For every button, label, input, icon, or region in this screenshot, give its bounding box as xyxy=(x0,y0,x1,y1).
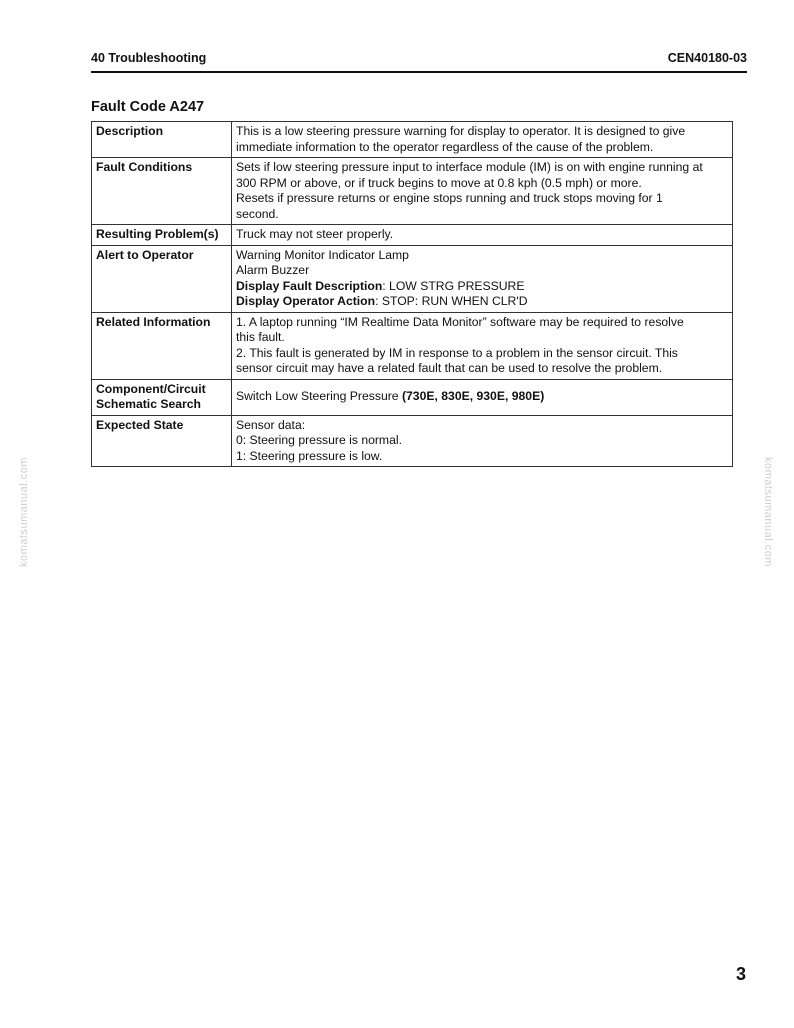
display-fault-description-label: Display Fault Description xyxy=(236,278,383,293)
fault-code-title: Fault Code A247 xyxy=(91,99,205,115)
component-models: (730E, 830E, 930E, 980E) xyxy=(401,389,545,404)
table-row-related-information xyxy=(92,312,733,379)
row-value-fault-conditions xyxy=(232,158,733,225)
table-row-description xyxy=(92,122,733,158)
text-line: sensor circuit may have a related fault that can be used to resolve the problem. xyxy=(236,361,663,375)
row-value-component-circuit xyxy=(232,379,733,415)
text-line: Alarm Buzzer xyxy=(236,263,310,277)
row-value-related-information xyxy=(232,312,733,379)
text-line: 1. A laptop running “IM Realtime Data Monitor” software may be required to resolve xyxy=(236,314,684,329)
display-fault-description xyxy=(236,279,728,295)
text-line: 2. This fault is generated by IM in response to a problem in the sensor circuit. This xyxy=(236,345,678,360)
text-line: Sets if low steering pressure input to interface module (IM) is on with engine running at xyxy=(236,160,703,174)
row-value-expected-state xyxy=(232,415,733,467)
display-fault-description-value: : LOW STRG PRESSURE xyxy=(382,278,525,293)
label-line: Schematic Search xyxy=(96,397,202,411)
text-line: this fault. xyxy=(236,330,285,344)
row-value-resulting-problems xyxy=(232,225,733,246)
text-line: second. xyxy=(236,206,279,221)
display-operator-action-value: : STOP: RUN WHEN CLR'D xyxy=(375,294,528,308)
watermark-left: komatsumanual.com xyxy=(18,457,30,567)
table-row-fault-conditions xyxy=(92,158,733,225)
table-row-resulting-problems xyxy=(92,225,733,246)
label-line: Component/Circuit xyxy=(96,381,206,396)
row-label-fault-conditions: Fault Conditions xyxy=(92,158,232,225)
table-row-component-circuit xyxy=(92,379,733,415)
row-label-component-circuit xyxy=(92,379,232,415)
text-line: 0: Steering pressure is normal. xyxy=(236,433,402,447)
fault-code-table xyxy=(91,121,733,467)
table-row-alert-to-operator xyxy=(92,245,733,312)
row-label-related-information: Related Information xyxy=(92,312,232,379)
display-operator-action-label: Display Operator Action xyxy=(236,294,376,308)
text-line: immediate information to the operator regardless of the cause of the problem. xyxy=(236,139,654,154)
text-line: 1: Steering pressure is low. xyxy=(236,448,383,463)
text-line: Sensor data: xyxy=(236,417,306,432)
row-label-alert-to-operator: Alert to Operator xyxy=(92,245,232,312)
display-operator-action xyxy=(236,294,728,310)
document-code: CEN40180-03 xyxy=(667,51,747,65)
table-row-expected-state xyxy=(92,415,733,467)
text-line: Warning Monitor Indicator Lamp xyxy=(236,247,409,262)
component-name: Switch Low Steering Pressure xyxy=(236,389,402,404)
text-line: 300 RPM or above, or if truck begins to move at 0.8 kph (0.5 mph) or more. xyxy=(236,175,642,190)
row-value-alert-to-operator xyxy=(232,245,733,312)
row-label-resulting-problems: Resulting Problem(s) xyxy=(92,225,232,246)
row-label-description: Description xyxy=(92,122,232,158)
page-number: 3 xyxy=(735,964,746,984)
text-line: Resets if pressure returns or engine stops running and truck stops moving for 1 xyxy=(236,191,663,205)
section-title: 40 Troubleshooting xyxy=(91,51,207,65)
text-line: This is a low steering pressure warning for display to operator. It is designed to give xyxy=(236,124,686,138)
row-label-expected-state: Expected State xyxy=(92,415,232,467)
row-value-description xyxy=(232,122,733,158)
header-divider xyxy=(91,71,747,73)
text-line: Truck may not steer properly. xyxy=(236,227,394,241)
watermark-right: komatsumanual.com xyxy=(762,457,774,567)
